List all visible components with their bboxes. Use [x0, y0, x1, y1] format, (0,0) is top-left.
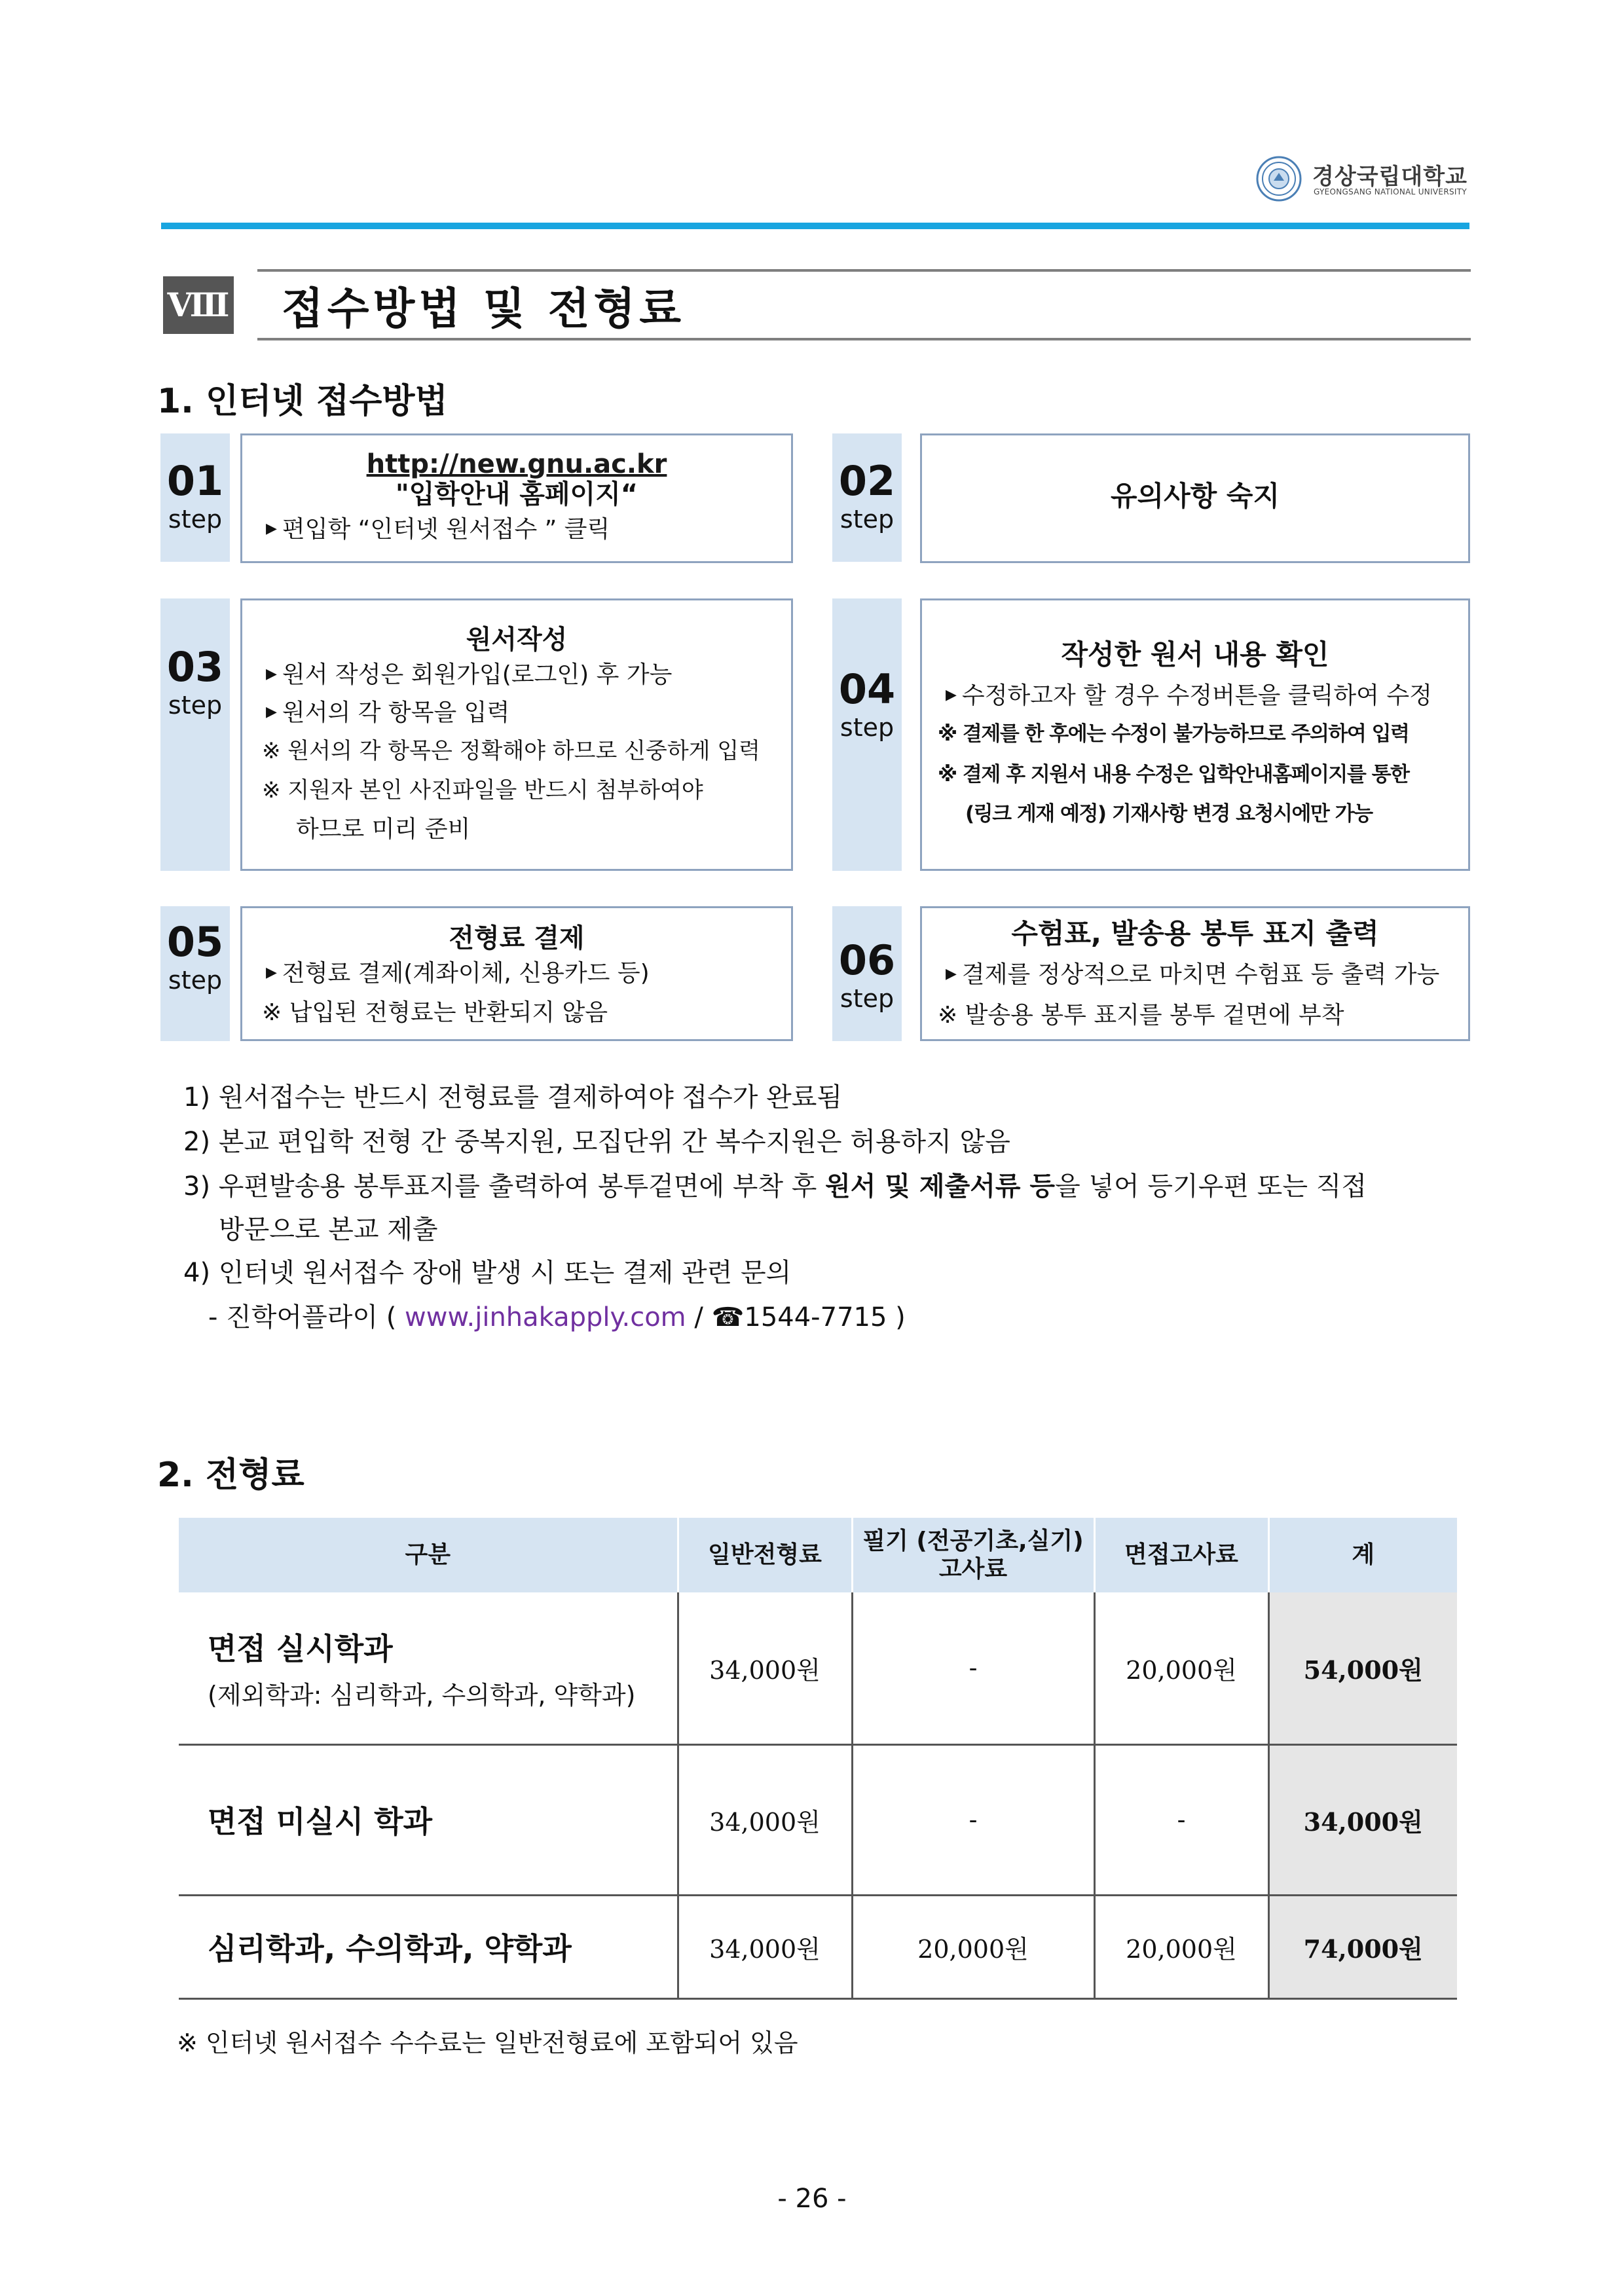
- table-row: [179, 1895, 1457, 1998]
- bullet-triangle-icon: ▶: [266, 964, 277, 981]
- note-3: [183, 1171, 1367, 1202]
- step-number: 01: [166, 457, 224, 505]
- step-02-box: [920, 433, 1470, 563]
- step-05-text: 전형료 결제(계좌이체, 신용카드 등): [282, 960, 650, 987]
- contact-close: ): [895, 1302, 906, 1332]
- row-general-fee: 34,000원: [678, 1895, 852, 1998]
- bullet-triangle-icon: ▶: [266, 666, 277, 682]
- step-01-tag: [160, 433, 230, 562]
- table-row: [179, 1744, 1457, 1895]
- fee-footnote: ※ 인터넷 원서접수 수수료는 일반전형료에 포함되어 있음: [177, 2029, 798, 2057]
- bullet-triangle-icon: ▶: [946, 966, 957, 982]
- page-number: - 26 -: [777, 2184, 847, 2214]
- step-06-tag: [832, 906, 902, 1041]
- step-04-note-1: ※ 결제를 한 후에는 수정이 불가능하므로 주의하여 입력: [938, 722, 1409, 746]
- step-03-note-2-cont: 하므로 미리 준비: [296, 816, 471, 843]
- step-05-box: [240, 906, 793, 1041]
- university-name-en: GYEONGSANG NATIONAL UNIVERSITY: [1314, 187, 1467, 196]
- section-rule-bottom: [257, 338, 1471, 340]
- note-3-part-2: 을 넣어 등기우편 또는 직접: [1055, 1171, 1367, 1202]
- contact-label: - 진학어플라이 (: [208, 1302, 397, 1332]
- university-name-ko: 경상국립대학교: [1312, 164, 1467, 190]
- step-04-tag: [832, 598, 902, 871]
- header-total: 계: [1268, 1518, 1457, 1592]
- row-written-fee: -: [852, 1744, 1094, 1895]
- section-number-badge: Ⅷ: [163, 276, 234, 334]
- step-01-box: [240, 433, 793, 563]
- bullet-triangle-icon: ▶: [266, 704, 277, 720]
- header-general-fee: 일반전형료: [678, 1518, 852, 1592]
- note-3-emphasis: 원서 및 제출서류 등: [825, 1171, 1056, 1202]
- step-03-note-1: ※ 원서의 각 항목은 정확해야 하므로 신중하게 입력: [262, 738, 761, 764]
- step-01-heading: "입학안내 홈페이지“: [395, 479, 638, 509]
- jinhakapply-link[interactable]: www.jinhakapply.com: [405, 1302, 686, 1332]
- bullet-triangle-icon: ▶: [266, 521, 277, 537]
- row-category: 면접 미실시 학과: [179, 1744, 678, 1895]
- step-number: 04: [838, 665, 896, 713]
- note-2: 2) 본교 편입학 전형 간 중복지원, 모집단위 간 복수지원은 허용하지 않음: [183, 1127, 1010, 1157]
- step-label: step: [840, 713, 895, 742]
- note-1: 1) 원서접수는 반드시 전형료를 결제하여야 접수가 완료됨: [183, 1082, 843, 1112]
- step-03-box: [240, 598, 793, 871]
- note-4: 4) 인터넷 원서접수 장애 발생 시 또는 결제 관련 문의: [183, 1258, 792, 1288]
- step-04-heading: 작성한 원서 내용 확인: [1061, 638, 1329, 670]
- step-04-text: 수정하고자 할 경우 수정버튼을 클릭하여 수정: [961, 682, 1432, 709]
- header-written-fee: 필기 (전공기초,실기) 고사료: [852, 1518, 1094, 1592]
- step-label: step: [168, 966, 223, 995]
- row-category: 면접 실시학과 (제외학과: 심리학과, 수의학과, 약학과): [179, 1592, 678, 1744]
- section-title: 접수방법 및 전형료: [282, 284, 686, 334]
- contact-separator: /: [694, 1302, 703, 1332]
- step-06-text: 결제를 정상적으로 마치면 수험표 등 출력 가능: [961, 961, 1440, 988]
- row-total: 74,000원: [1268, 1895, 1457, 1998]
- header-rule: [161, 223, 1469, 229]
- step-label: step: [168, 691, 223, 720]
- step-label: step: [840, 984, 895, 1013]
- row-total: 54,000원: [1268, 1592, 1457, 1744]
- step-number: 05: [166, 918, 224, 966]
- row-category: 심리학과, 수의학과, 약학과: [179, 1895, 678, 1998]
- university-seal-icon: [1256, 156, 1302, 202]
- step-04-note-2-cont: (링크 게재 예정) 기재사항 변경 요청시에만 가능: [965, 802, 1373, 826]
- step-05-heading: 전형료 결제: [449, 923, 585, 953]
- row-interview-fee: -: [1094, 1744, 1268, 1895]
- row-interview-fee: 20,000원: [1094, 1895, 1268, 1998]
- row-general-fee: 34,000원: [678, 1592, 852, 1744]
- step-04-box: [920, 598, 1470, 871]
- step-03-note-2: ※ 지원자 본인 사진파일을 반드시 첨부하여야: [262, 777, 703, 803]
- step-02-heading: 유의사항 숙지: [1110, 480, 1280, 512]
- step-06-note: ※ 발송용 봉투 표지를 봉투 겉면에 부착: [938, 1002, 1344, 1029]
- step-02-tag: [832, 433, 902, 562]
- step-06-box: [920, 906, 1470, 1041]
- step-number: 06: [838, 936, 896, 984]
- step-04-note-2: ※ 결제 후 지원서 내용 수정은 입학안내홈페이지를 통한: [938, 763, 1409, 786]
- admission-homepage-link[interactable]: http://new.gnu.ac.kr: [366, 449, 667, 479]
- step-number: 02: [838, 457, 896, 505]
- note-3-cont: 방문으로 본교 제출: [219, 1215, 438, 1245]
- step-05-note: ※ 납입된 전형료는 반환되지 않음: [262, 999, 608, 1026]
- row-written-fee: -: [852, 1592, 1094, 1744]
- fee-table-header: [179, 1518, 1457, 1592]
- row-written-fee: 20,000원: [852, 1895, 1094, 1998]
- table-row: [179, 1592, 1457, 1744]
- step-01-text: 편입학 “인터넷 원서접수 ” 클릭: [282, 516, 610, 543]
- step-label: step: [840, 505, 895, 534]
- fee-section-title: 2. 전형료: [157, 1456, 304, 1495]
- step-03-tag: [160, 598, 230, 871]
- step-label: step: [168, 505, 223, 534]
- step-06-heading: 수험표, 발송용 봉투 표지 출력: [1011, 917, 1379, 949]
- step-03-text-1: 원서 작성은 회원가입(로그인) 후 가능: [282, 661, 673, 688]
- step-03-text-2: 원서의 각 항목을 입력: [282, 699, 510, 726]
- contact-phone: ☎1544-7715: [711, 1302, 887, 1332]
- header-interview-fee: 면접고사료: [1094, 1518, 1268, 1592]
- row-general-fee: 34,000원: [678, 1744, 852, 1895]
- row-total: 34,000원: [1268, 1744, 1457, 1895]
- university-logo: [1256, 156, 1479, 202]
- step-number: 03: [166, 643, 224, 691]
- row-interview-fee: 20,000원: [1094, 1592, 1268, 1744]
- internet-section-title: 1. 인터넷 접수방법: [157, 382, 448, 421]
- fee-table: [179, 1518, 1457, 2000]
- note-4-contact: [208, 1302, 906, 1333]
- step-03-heading: 원서작성: [466, 625, 568, 655]
- bullet-triangle-icon: ▶: [946, 687, 957, 703]
- step-05-tag: [160, 906, 230, 1041]
- header-category: 구분: [179, 1518, 678, 1592]
- section-rule-top: [257, 269, 1471, 272]
- note-3-part-1: 3) 우편발송용 봉투표지를 출력하여 봉투겉면에 부착 후: [183, 1171, 817, 1202]
